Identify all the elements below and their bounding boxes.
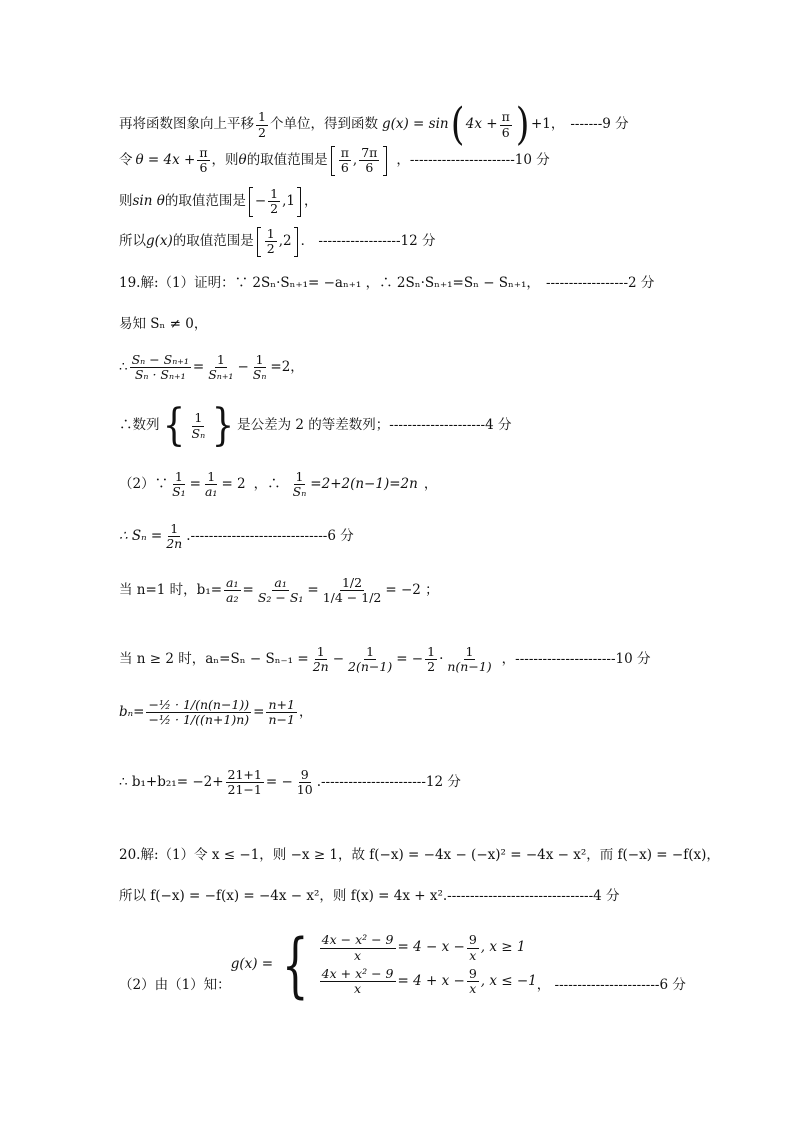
- interval: − $\frac{1}{2}$ ,1: [246, 187, 304, 217]
- fraction-half: $\frac{1}{2}$: [258, 109, 266, 140]
- expr: +1，: [530, 116, 565, 133]
- text: ∴: [119, 359, 128, 376]
- text: 的取值范围是: [172, 233, 254, 250]
- text: ∴数列: [119, 417, 160, 434]
- fraction: $\frac{1}{n(n-1)}$: [447, 644, 492, 675]
- text: 的取值范围是: [164, 193, 246, 210]
- text: 20.解:（1）令 x ≤ −1，则 −x ≥ 1，故 f(−x) = −4x − (−x)² = −4x − x²，而 f(−x) = −f(x)，: [119, 847, 720, 863]
- text: 则: [119, 193, 133, 210]
- fraction-pi-6: $\frac{\pi}{6}$: [501, 109, 510, 140]
- expr: 4x +: [465, 116, 498, 133]
- line-sn-result: [119, 522, 354, 552]
- paren-close: ): [515, 99, 530, 150]
- score-marker: -------9 分: [570, 116, 629, 133]
- expr: g(x): [146, 233, 173, 250]
- text: 当 n=1 时，b₁=: [119, 582, 223, 599]
- piecewise: { $\frac{\text{4x − x² − 9}}{x}$ = 4 − x − $\frac{9}{x}$ , x ≥ 1 $\frac{\text{4x + x² − 9}}{x}$ = 4 + x − $\frac{9}{x}$ , x ≤ −1: [282, 924, 537, 1006]
- fraction: $\frac{\text{a₁}}{\text{a₂}}$: [226, 575, 239, 606]
- fraction: $\frac{21+1}{21-1}$: [227, 767, 262, 798]
- text: （2）由（1）知：: [119, 977, 231, 994]
- line-an: 当 n ≥ 2 时，aₙ=Sₙ − Sₙ₋₁ = $\frac{1}{2n}$ − $\frac{1}{2(n-1)}$ = − $\frac{1}{2}$ · $\frac{1}{n(n-1)}$ ，----------------------10 分: [119, 644, 651, 675]
- fraction: $\frac{9}{10}$: [296, 767, 313, 798]
- line-gx-piecewise: [119, 924, 686, 1006]
- score-marker: --------------------------------4 分: [447, 888, 620, 904]
- line-b1: 当 n=1 时，b₁= $\frac{\text{a₁}}{\text{a₂}}$ = $\frac{\text{a₁}}{\text{S₂ − S₁}}$ = $\frac{1/2}{1/4 - 1/2}$ = −2 ；: [119, 575, 439, 606]
- fraction: $\frac{1}{\text{Sₙ}}$: [292, 469, 307, 500]
- text: ，: [423, 476, 438, 493]
- expr: ∴ Sₙ =: [119, 528, 163, 545]
- fraction-pi-6: $\frac{\pi}{6}$: [199, 145, 208, 176]
- text: （2）∵: [119, 476, 169, 493]
- score-marker: ，----------------------10 分: [501, 651, 651, 668]
- paren-open: (: [450, 99, 465, 150]
- fraction: $\frac{1}{2n}$: [312, 644, 329, 675]
- text: 当 n ≥ 2 时，aₙ=Sₙ − Sₙ₋₁ =: [119, 651, 309, 668]
- line-q20-part1: [119, 848, 720, 864]
- score-marker: .-----------------------12 分: [316, 774, 461, 791]
- text: ，: [298, 704, 313, 721]
- fraction: $\frac{\text{Sₙ − Sₙ₊₁}}{\text{Sₙ · Sₙ₊₁}}$: [131, 352, 189, 383]
- expr: θ = 4x +: [135, 152, 196, 169]
- text: ，: [304, 193, 318, 210]
- text: 的取值范围是: [246, 152, 328, 169]
- expr: g(x) =: [230, 956, 274, 973]
- line-theta-range: [119, 146, 550, 176]
- text: 19.解:（1）证明：∵ 2Sₙ·Sₙ₊₁= −aₙ₊₁ ，∴ 2Sₙ·Sₙ₊₁=Sₙ − Sₙ₊₁，: [119, 275, 540, 291]
- fraction: $\frac{1/2}{1/4 - 1/2}$: [322, 575, 382, 606]
- interval: $\frac{\pi}{6}$ , $\frac{7\pi}{6}$: [328, 146, 391, 176]
- line-sn-nonzero: [119, 317, 207, 333]
- expr: =2+2(n−1)=2n: [310, 476, 418, 493]
- line-g-range: [119, 227, 436, 257]
- score-marker: 是公差为 2 的等差数列；---------------------4 分: [237, 417, 512, 434]
- fraction: $\frac{1}{2(n-1)}$: [348, 644, 393, 675]
- interval: $\frac{1}{2}$ ,2: [254, 227, 301, 257]
- score-marker: .------------------------------6 分: [186, 528, 354, 545]
- fraction: $\frac{1}{\text{Sₙ}}$: [191, 410, 206, 441]
- line-b1-plus-b21: ∴ b₁+b₂₁= −2+ $\frac{21+1}{21-1}$ = − $\frac{9}{10}$ .-----------------------12 分: [119, 767, 461, 798]
- fraction: $\frac{1}{\text{Sₙ}}$: [252, 352, 267, 383]
- line-fx-result: [119, 889, 620, 905]
- expr: g(x) = sin: [381, 116, 449, 133]
- expr: θ: [238, 152, 247, 169]
- fraction: $\frac{n+1}{n-1}$: [268, 697, 295, 728]
- expr: bₙ=: [119, 704, 145, 721]
- line-shift-graph: [119, 99, 629, 150]
- fraction: $\frac{1}{\text{a₁}}$: [204, 469, 218, 500]
- text: ∴ b₁+b₂₁= −2+: [119, 774, 224, 791]
- fraction: $\frac{1}{\text{Sₙ₊₁}}$: [208, 352, 234, 383]
- score-marker: ， -----------------------6 分: [536, 977, 686, 994]
- expr: sin θ: [132, 193, 165, 210]
- fraction: $\frac{1}{\text{S₁}}$: [172, 469, 186, 500]
- text: = −2 ；: [385, 582, 439, 599]
- fraction: $\frac{\text{a₁}}{\text{S₂ − S₁}}$: [257, 575, 304, 606]
- line-part2-start: （2）∵ $\frac{1}{\text{S₁}}$ = $\frac{1}{\text{a₁}}$ = 2 ，∴ $\frac{1}{\text{Sₙ}}$ =2+2(n−1)=2n ，: [119, 469, 438, 500]
- text: 所以: [119, 233, 146, 250]
- text: 个单位，得到函数: [269, 116, 378, 133]
- score-marker: ------------------2 分: [545, 275, 655, 291]
- fraction: $\frac{1}{2}$: [427, 644, 436, 675]
- line-arithmetic-seq: ∴数列 { $\frac{1}{\text{Sₙ}}$ } 是公差为 2 的等差数列；---------------------4 分: [119, 400, 512, 451]
- fraction: $\frac{\text{−½ · 1/(n(n−1))}}{\text{−½ · 1/((n+1)n)}}$: [148, 697, 250, 728]
- score-marker: ． ------------------12 分: [300, 233, 436, 250]
- text: =2，: [270, 359, 304, 376]
- text: 易知 Sₙ ≠ 0，: [119, 316, 208, 332]
- line-reciprocal-diff: ∴ $\frac{\text{Sₙ − Sₙ₊₁}}{\text{Sₙ · Sₙ₊₁}}$ = $\frac{1}{\text{Sₙ₊₁}}$ − $\frac{1}{\text{Sₙ}}$ =2，: [119, 352, 304, 383]
- score-marker: ，-----------------------10 分: [396, 152, 550, 169]
- text: 所以 f(−x) = −f(x) = −4x − x²，则 f(x) = 4x + x².: [119, 888, 448, 904]
- line-bn: bₙ= $\frac{\text{−½ · 1/(n(n−1))}}{\text{−½ · 1/((n+1)n)}}$ = $\frac{n+1}{n-1}$ ，: [119, 697, 313, 728]
- text: 再将函数图象向上平移: [119, 116, 254, 133]
- fraction: $\frac{1}{2n}$: [166, 521, 183, 552]
- text: 令: [119, 152, 133, 169]
- line-sin-range: [119, 187, 318, 217]
- text: ，则: [211, 152, 239, 169]
- line-q19-proof: [119, 276, 654, 292]
- text: ，∴: [253, 476, 281, 493]
